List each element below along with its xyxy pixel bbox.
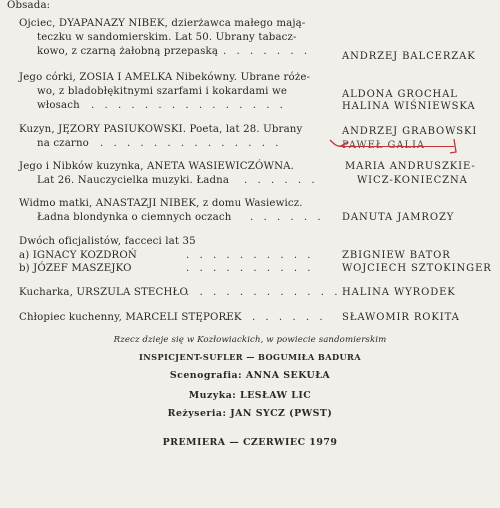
- role-3-actor-1: ANDRZEJ GRABOWSKI: [342, 126, 478, 137]
- role-2-line-3: włosach: [37, 100, 80, 111]
- role-6-b-label: b) JÓZEF MASZEJKO: [19, 263, 132, 274]
- role-7-leader-dots: . . . . . . . . . . . .: [186, 287, 341, 298]
- role-4-actor-2: WICZ-KONIECZNA: [357, 175, 468, 186]
- role-2-actor-1: ALDONA GROCHAL: [342, 89, 458, 100]
- role-6-a-actor: ZBIGNIEW BATOR: [342, 250, 451, 261]
- role-4-line-2: Lat 26. Nauczycielka muzyki. Ładna: [37, 175, 230, 186]
- role-7-line-1: Kucharka, URSZULA STECHŁO: [19, 287, 188, 298]
- role-6-b-leader-dots: . . . . . . . . . .: [186, 263, 315, 274]
- role-2-line-1: Jego córki, ZOSIA I AMELKA Nibekówny. Ubrane róże-: [19, 72, 311, 83]
- role-5-line-2: Ładna blondynka o ciemnych oczach: [37, 212, 232, 223]
- role-4-leader-dots: . . . . . .: [244, 175, 319, 186]
- role-8-leader-dots: . . . . . . . .: [225, 312, 327, 323]
- role-2-actor-2: HALINA WIŚNIEWSKA: [342, 101, 476, 112]
- premiere-date: PREMIERA — CZERWIEC 1979: [162, 437, 338, 448]
- role-6-a-label: a) IGNACY KOZDROŃ: [19, 250, 137, 261]
- role-1-line-3: kowo, z czarną żałobną przepaską: [37, 46, 219, 57]
- obsada-label: Obsada:: [7, 0, 51, 11]
- role-8-actor: SŁAWOMIR ROKITA: [342, 312, 460, 323]
- role-4-actor-1: MARIA ANDRUSZKIE-: [345, 161, 476, 172]
- inspicjent-credit: INSPICJENT-SUFLER — BOGUMIŁA BADURA: [139, 352, 361, 362]
- handwritten-correction-mark: [326, 136, 466, 156]
- role-6-a-leader-dots: . . . . . . . . . .: [186, 250, 315, 261]
- role-5-leader-dots: . . . . . .: [250, 212, 325, 223]
- role-2-leader-dots: . . . . . . . . . . . . . . .: [91, 100, 287, 111]
- role-8-line-1: Chłopiec kuchenny, MARCELI STĘPOREK: [19, 312, 242, 323]
- role-1-line-2: teczku w sandomierskim. Lat 50. Ubrany tabacz-: [37, 32, 297, 43]
- role-2-line-2: wo, z bladobłękitnymi szarfami i kokardami we: [37, 86, 288, 97]
- role-1-leader-dots: . . . . . . .: [223, 46, 311, 57]
- role-3-line-2: na czarno: [37, 138, 89, 149]
- role-1-actor: ANDRZEJ BALCERZAK: [342, 51, 476, 62]
- credit-muzyka: Muzyka: LESŁAW LIC: [188, 390, 312, 401]
- role-3-leader-dots: . . . . . . . . . . . . . .: [100, 138, 282, 149]
- role-6-b-actor: WOJCIECH SZTOKINGER: [342, 263, 492, 274]
- role-4-line-1: Jego i Nibków kuzynka, ANETA WASIEWICZÓWNA.: [19, 161, 295, 172]
- credit-scenografia: Scenografia: ANNA SEKUŁA: [169, 370, 331, 381]
- role-1-line-1: Ojciec, DYAPANAZY NIBEK, dzierżawca małego mają-: [19, 18, 306, 29]
- role-5-line-1: Widmo matki, ANASTAZJI NIBEK, z domu Wasiewicz.: [19, 198, 303, 209]
- role-7-actor: HALINA WYRODEK: [342, 287, 456, 298]
- credit-rezyseria: Reżyseria: JAN SYCZ (PWST): [167, 408, 333, 419]
- role-5-actor: DANUTA JAMROZY: [342, 212, 455, 223]
- setting-note: Rzecz dzieje się w Kozłowiackich, w powiecie sandomierskim: [113, 335, 387, 345]
- role-3-line-1: Kuzyn, JĘZORY PASIUKOWSKI. Poeta, lat 28. Ubrany: [19, 124, 303, 135]
- role-6-line-1: Dwóch oficjalistów, facceci lat 35: [19, 236, 196, 247]
